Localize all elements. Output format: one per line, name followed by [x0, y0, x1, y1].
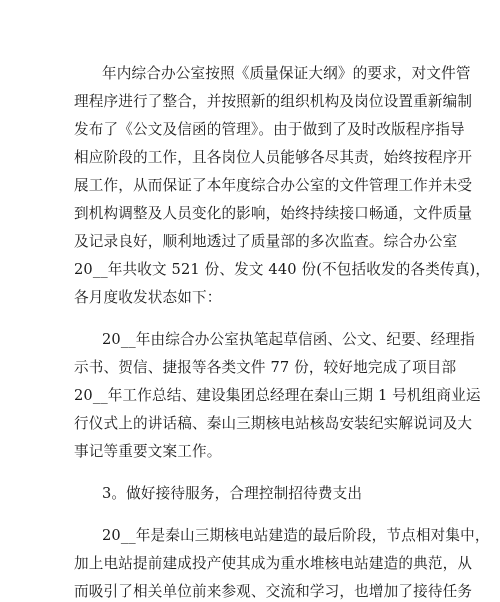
paragraph-2-line-3: 20__年工作总结、建设集团总经理在秦山三期 1 号机组商业运	[74, 387, 481, 404]
paragraph-3-line-3: 而吸引了相关单位前来参观、交流和学习，也增加了接待任务	[74, 583, 473, 600]
paragraph-3-line-2: 加上电站提前建成投产使其成为重水堆核电站建造的典范，从	[74, 555, 473, 572]
paragraph-1-line-3: 发布了《公文及信函的管理》。由于做到了及时改版程序指导	[74, 121, 465, 138]
paragraph-1-line-7: 及记录良好，顺利地透过了质量部的多次监查。综合办公室	[74, 233, 458, 250]
paragraph-1-line-5: 展工作，从而保证了本年度综合办公室的文件管理工作并未受	[74, 177, 473, 194]
paragraph-1-line-4: 相应阶段的工作，且各岗位人员能够各尽其责，始终按程序开	[74, 149, 473, 166]
paragraph-1-line-8: 20__年共收文 521 份、发文 440 份(不包括收发的各类传真)，	[74, 261, 491, 278]
paragraph-1-line-9: 各月度收发状态如下：	[74, 289, 222, 306]
paragraph-2-line-4: 行仪式上的讲话稿、秦山三期核电站核岛安装纪实解说词及大	[74, 415, 473, 432]
paragraph-2-line-2: 示书、贺信、捷报等各类文件 77 份，较好地完成了项目部	[74, 359, 457, 376]
paragraph-1-line-2: 理程序进行了整合，并按照新的组织机构及岗位设置重新编制	[74, 93, 473, 110]
paragraph-3-line-1: 20__年是秦山三期核电站建造的最后阶段，节点相对集中，	[102, 527, 490, 544]
paragraph-1-line-6: 到机构调整及人员变化的影响，始终持续接口畅通，文件质量	[74, 205, 473, 222]
paragraph-1-line-1: 年内综合办公室按照《质量保证大纲》的要求，对文件管	[102, 65, 471, 82]
paragraph-2-line-1: 20__年由综合办公室执笔起草信函、公文、纪要、经理指	[102, 331, 475, 348]
section-heading-3: 3。做好接待服务，合理控制招待费支出	[102, 485, 363, 502]
paragraph-2-line-5: 事记等重要文案工作。	[74, 443, 222, 460]
